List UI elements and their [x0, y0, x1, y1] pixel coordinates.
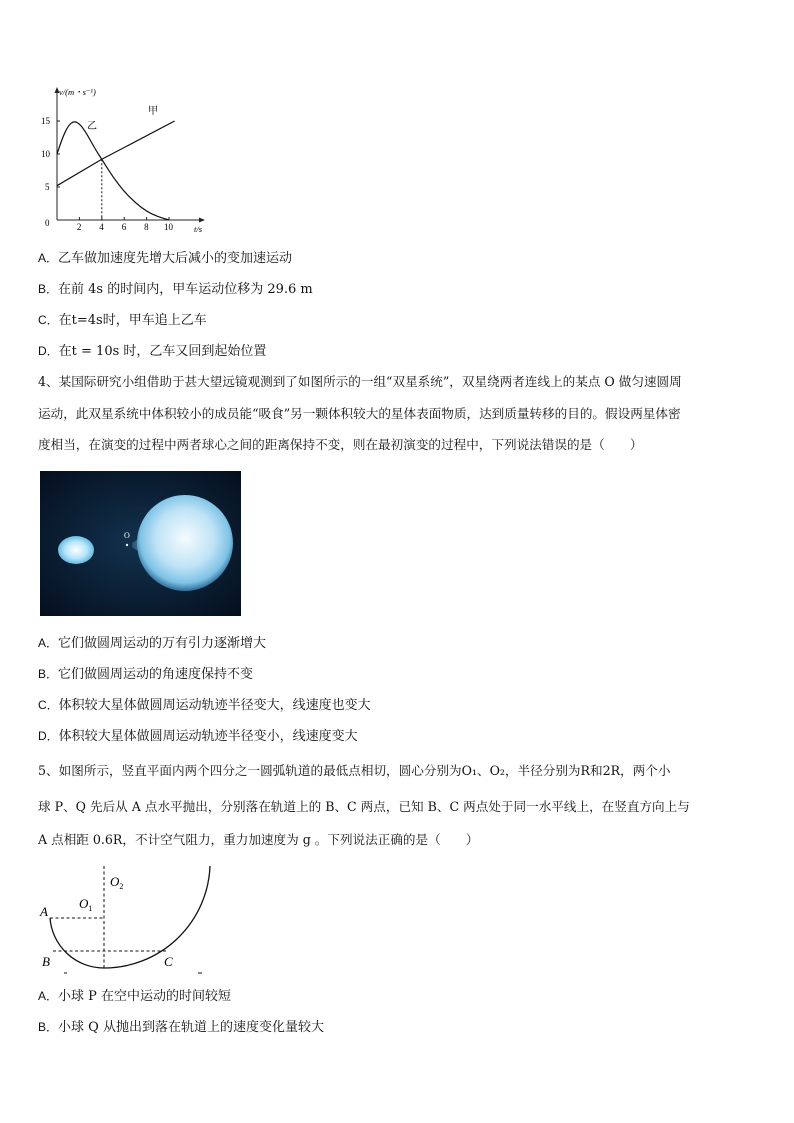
option-letter: A．: [38, 636, 59, 650]
q4-option-d: [38, 728, 358, 745]
series-yi-curve: [57, 122, 169, 220]
q4-option-b: [38, 666, 253, 683]
option-letter: B．: [38, 282, 59, 296]
y-tick-label: 15: [41, 116, 50, 126]
label-o2: $O_2$: [110, 874, 124, 891]
option-letter: A．: [38, 251, 59, 265]
option-letter: A．: [38, 989, 59, 1003]
q5-stem-line3: A 点相距 0.6R，不计空气阻力，重力加速度为 g 。下列说法正确的是（ ）: [38, 832, 479, 847]
x-tick-label: 4: [99, 222, 104, 232]
q4-option-c: [38, 697, 371, 714]
binary-star-image: [40, 471, 241, 616]
label-c: C: [164, 954, 173, 969]
q5-option-b: [38, 1019, 324, 1036]
option-text: 小球 P 在空中运动的时间较短: [58, 989, 232, 1004]
q3-option-a: [38, 250, 292, 267]
center-point-o: [126, 544, 128, 546]
series-jia-line: [57, 121, 175, 186]
x-tick-label: 10: [164, 222, 173, 232]
q4-stem-line3: 度相当，在演变的过程中两者球心之间的距离保持不变，则在最初演变的过程中，下列说法错误的是（ ）: [38, 437, 643, 452]
option-letter: C．: [38, 698, 59, 712]
label-a: A: [40, 904, 48, 919]
x-tick-label: 8: [144, 222, 149, 232]
q3-option-d: [38, 343, 266, 360]
y-axis-label: v/(m・s⁻¹): [59, 87, 96, 97]
x-axis-label: t/s: [194, 224, 203, 234]
y-tick-label: 5: [45, 182, 50, 192]
curve-label-jia: 甲: [148, 106, 158, 117]
option-letter: D．: [38, 344, 59, 358]
option-letter: B．: [38, 667, 59, 681]
x-tick-label: 6: [121, 222, 127, 232]
option-text: 乙车做加速度先增大后减小的变加速运动: [58, 251, 293, 266]
q3-option-c: [38, 312, 207, 329]
q5-option-a: [38, 988, 231, 1005]
option-text: 体积较大星体做圆周运动轨迹半径变大，线速度也变大: [58, 698, 371, 713]
q3-option-b: [38, 281, 313, 298]
x-axis-arrow: [199, 218, 205, 223]
q5-stem-line1: 5、如图所示，竖直平面内两个四分之一圆弧轨道的最低点相切，圆心分别为O₁、O₂，半径分别为R和2R，两个小: [38, 763, 671, 778]
q4-stem-line2: 运动，此双星系统中体积较小的成员能“吸食”另一颗体积较大的星体表面物质，达到质量转移的目的。假设两星体密: [38, 406, 681, 421]
origin-label: 0: [45, 218, 50, 228]
label-b: B: [42, 954, 50, 969]
option-letter: D．: [38, 729, 59, 743]
arc-track-diagram: [36, 862, 216, 980]
option-text: 在t=4s时，甲车追上乙车: [58, 313, 207, 328]
velocity-time-graph: [30, 84, 210, 234]
option-text: 在前 4s 的时间内，甲车运动位移为 29.6 m: [58, 282, 313, 297]
label-o1: $O_1$: [79, 896, 93, 913]
option-text: 它们做圆周运动的角速度保持不变: [58, 667, 254, 682]
q5-stem-line2: 球 P、Q 先后从 A 点水平抛出，分别落在轨道上的 B、C 两点，已知 B、C 两点处于同一水平线上，在竖直方向上与: [38, 799, 690, 814]
y-tick-label: 10: [41, 149, 50, 159]
small-arc-track: [50, 918, 104, 968]
option-text: 它们做圆周运动的万有引力逐渐增大: [58, 636, 267, 651]
option-letter: C．: [38, 313, 59, 327]
large-star: [137, 495, 233, 591]
small-star: [58, 536, 94, 564]
option-text: 体积较大星体做圆周运动轨迹半径变小，线速度变大: [58, 729, 358, 744]
curve-label-yi: 乙: [87, 121, 97, 132]
x-tick-label: 2: [76, 222, 82, 232]
q4-stem-line1: 4、某国际研究小组借助于甚大望远镜观测到了如图所示的一组“双星系统”，双星绕两者连线上的某点 O 做匀速圆周: [38, 374, 682, 389]
option-letter: B．: [38, 1020, 59, 1034]
q4-option-a: [38, 635, 266, 652]
center-point-label: O: [124, 531, 130, 540]
option-text: 在t = 10s 时，乙车又回到起始位置: [58, 344, 267, 359]
option-text: 小球 Q 从抛出到落在轨道上的速度变化量较大: [58, 1020, 324, 1035]
